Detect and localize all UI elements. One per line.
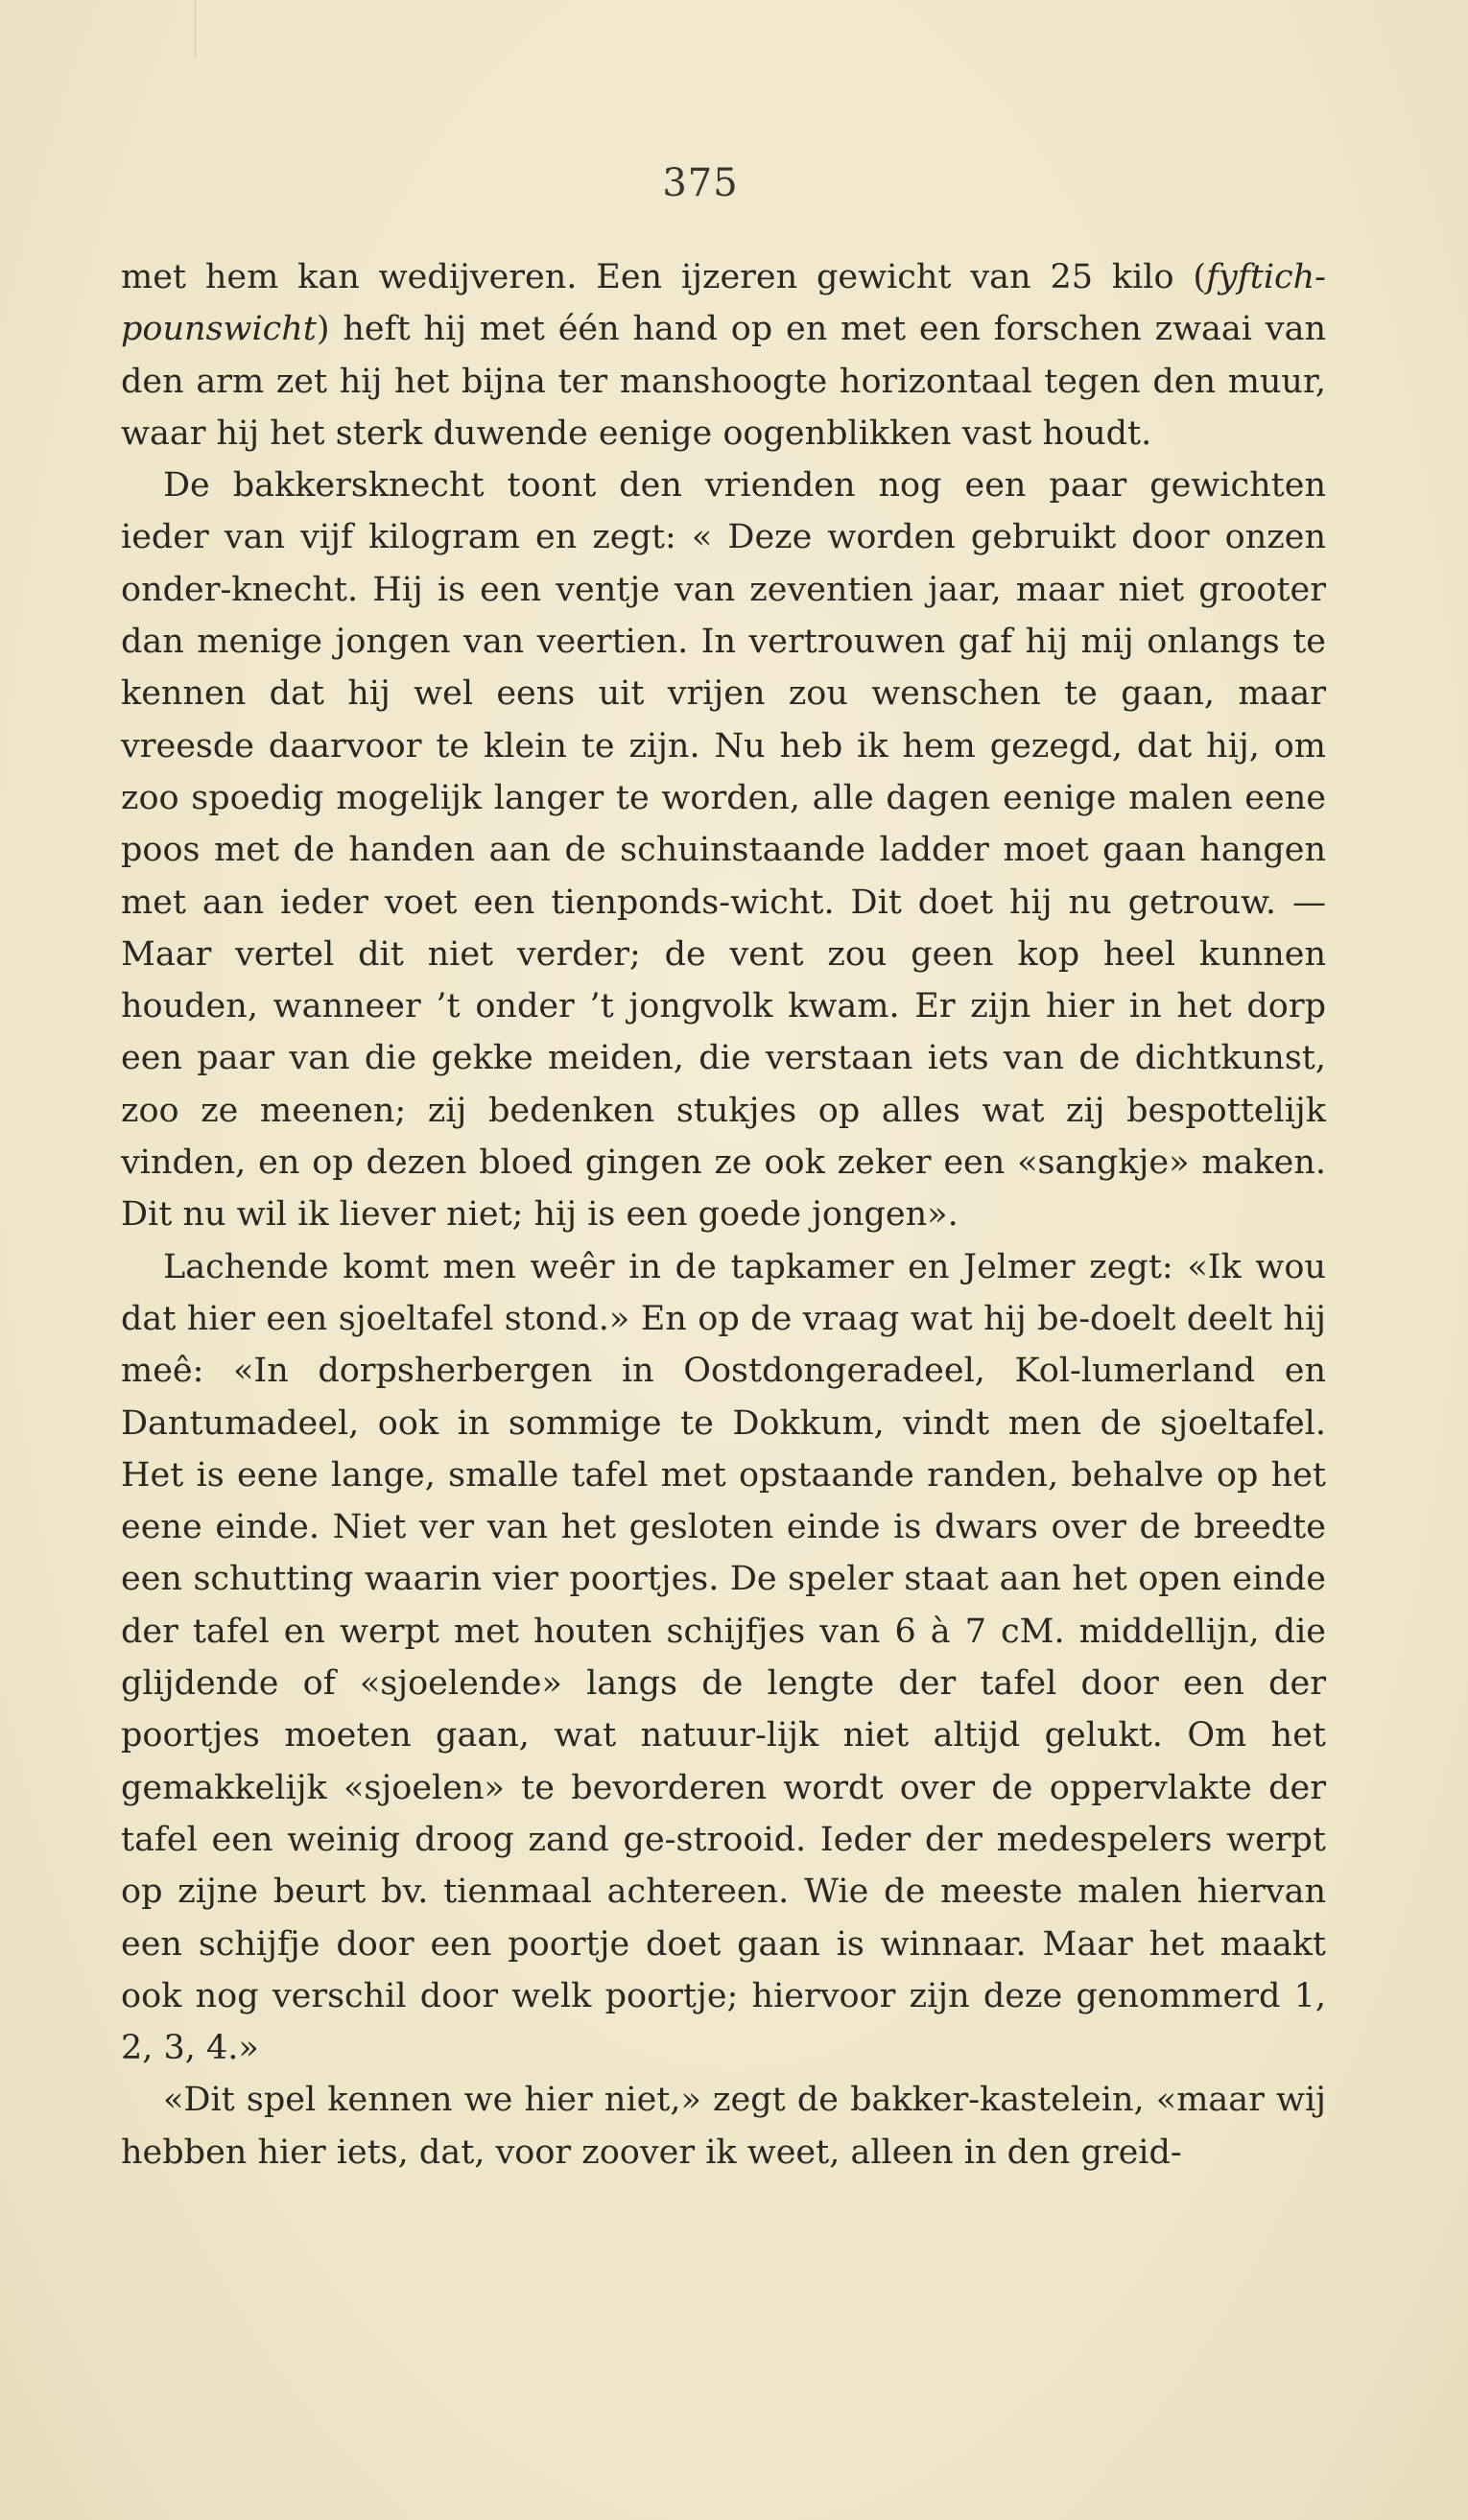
paragraph-text: «Dit spel kennen we hier niet,» zegt de bakker-kastelein, «maar wij hebben hier iets, dat, voor zoover ik weet, alleen in den greid- <box>121 2081 1326 2172</box>
paragraph-text: De bakkersknecht toont den vrienden nog een paar gewichten ieder van vijf kilogram en zegt: « Deze worden gebruikt door onzen onder-knecht. Hij is een ventje van zeventien jaar, maar niet grooter dan menige jongen van veertien. In vertrouwen gaf hij mij onlangs te kennen dat hij wel eens uit vrijen zou wenschen te gaan, maar vreesde daarvoor te klein te zijn. Nu heb ik hem gezegd, dat hij, om zoo spoedig mogelijk langer te worden, alle dagen eenige malen eene poos met de handen aan de schuinstaande ladder moet gaan hangen met aan ieder voet een tienponds-wicht. Dit doet hij nu getrouw. — Maar vertel dit niet verder; de vent zou geen kop heel kunnen houden, wanneer ’t onder ’t jongvolk kwam. Er zijn hier in het dorp een paar van die gekke meiden, die verstaan iets van de dichtkunst, zoo ze meenen; zij bedenken stukjes op alles wat zij bespottelijk vinden, en op dezen bloed gingen ze ook zeker een «sangkje» maken. Dit nu wil ik liever niet; hij is een goede jongen». <box>121 466 1326 1235</box>
paragraph-text: ) heft hij met één hand op en met een forschen zwaai van den arm zet hij het bijna ter manshoogte horizontaal tegen den muur, waar hij het sterk duwende eenige oogenblikken vast houdt. <box>121 310 1326 453</box>
italic-term: fyftich-pounswicht <box>121 258 1326 349</box>
body-text <box>121 251 1326 2179</box>
page-number: 375 <box>662 161 739 205</box>
paragraph <box>121 251 1326 459</box>
paragraph <box>121 2074 1326 2179</box>
paragraph-text: met hem kan wedijveren. Een ijzeren gewicht van 25 kilo ( <box>121 258 1207 296</box>
page-edge-mark <box>195 0 196 58</box>
paragraph <box>121 459 1326 1240</box>
paragraph <box>121 1241 1326 2075</box>
paragraph-text: Lachende komt men weêr in de tapkamer en Jelmer zegt: «Ik wou dat hier een sjoeltafel stond.» En op de vraag wat hij be-doelt deelt hij meê: «In dorpsherbergen in Oostdongeradeel, Kol-lumerland en Dantumadeel, ook in sommige te Dokkum, vindt men de sjoeltafel. Het is eene lange, smalle tafel met opstaande randen, behalve op het eene einde. Niet ver van het gesloten einde is dwars over de breedte een schutting waarin vier poortjes. De speler staat aan het open einde der tafel en werpt met houten schijfjes van 6 à 7 cM. middellijn, die glijdende of «sjoelende» langs de lengte der tafel door een der poortjes moeten gaan, wat natuur-lijk niet altijd gelukt. Om het gemakkelijk «sjoelen» te bevorderen wordt over de oppervlakte der tafel een weinig droog zand ge-strooid. Ieder der medespelers werpt op zijne beurt bv. tienmaal achtereen. Wie de meeste malen hiervan een schijfje door een poortje doet gaan is winnaar. Maar het maakt ook nog verschil door welk poortje; hiervoor zijn deze genommerd 1, 2, 3, 4.» <box>121 1247 1326 2068</box>
